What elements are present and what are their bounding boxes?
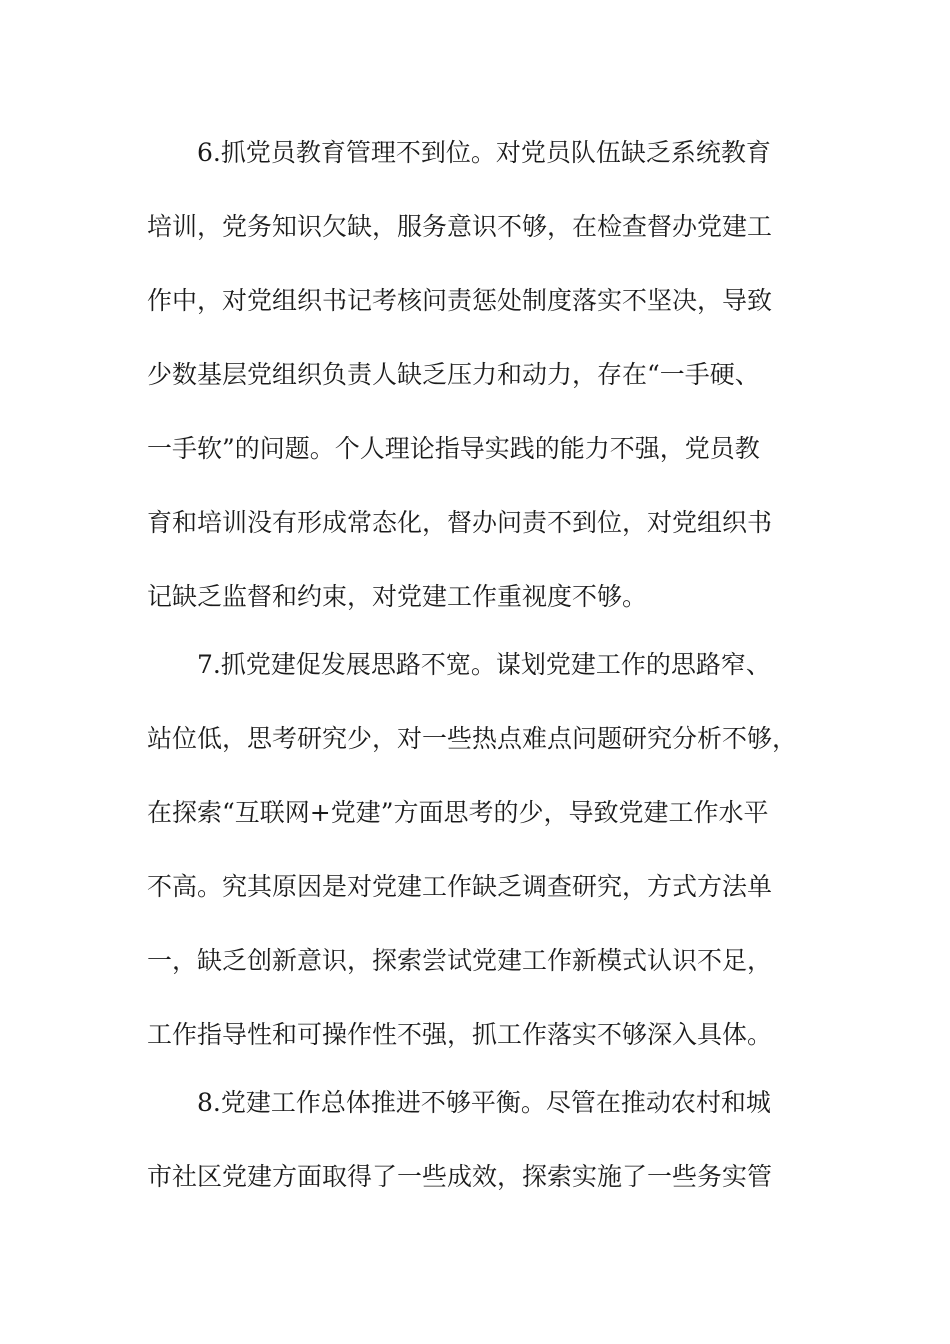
paragraph-6-line-6: 育和培训没有形成常态化，督办问责不到位，对党组织书: [147, 508, 773, 537]
paragraph-8-line-1: 8.党建工作总体推进不够平衡。尽管在推动农村和城: [197, 1088, 771, 1117]
paragraph-6-line-1: 6.抓党员教育管理不到位。对党员队伍缺乏系统教育: [197, 138, 771, 167]
paragraph-6-line-7: 记缺乏监督和约束，对党建工作重视度不够。: [147, 582, 648, 611]
paragraph-6-line-5: 一手软”的问题。个人理论指导实践的能力不强，党员教: [147, 434, 760, 463]
paragraph-7-line-6: 工作指导性和可操作性不强，抓工作落实不够深入具体。: [147, 1020, 773, 1049]
paragraph-7-line-3: 在探索“互联网+党建”方面思考的少，导致党建工作水平: [147, 798, 769, 827]
paragraph-6-line-4: 少数基层党组织负责人缺乏压力和动力，存在“一手硬、: [147, 360, 760, 389]
paragraph-7-line-1: 7.抓党建促发展思路不宽。谋划党建工作的思路窄、: [197, 650, 771, 679]
paragraph-6-line-2: 培训，党务知识欠缺，服务意识不够，在检查督办党建工: [147, 212, 773, 241]
paragraph-8-line-2: 市社区党建方面取得了一些成效，探索实施了一些务实管: [147, 1162, 773, 1191]
paragraph-7-line-5: 一，缺乏创新意识，探索尝试党建工作新模式认识不足，: [147, 946, 773, 975]
paragraph-7-line-2: 站位低，思考研究少，对一些热点难点问题研究分析不够，: [147, 724, 798, 753]
paragraph-7-line-4: 不高。究其原因是对党建工作缺乏调查研究，方式方法单: [147, 872, 773, 901]
paragraph-6-line-3: 作中，对党组织书记考核问责惩处制度落实不坚决，导致: [147, 286, 773, 315]
